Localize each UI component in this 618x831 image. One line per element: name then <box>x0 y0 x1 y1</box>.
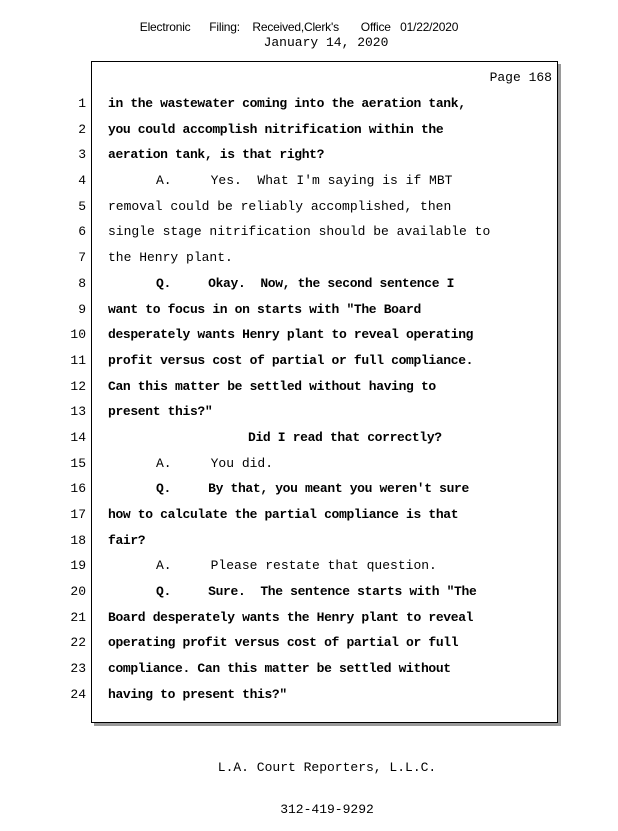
line-number: 6 <box>78 224 86 240</box>
line-number: 13 <box>70 404 86 420</box>
page-number: Page 168 <box>489 70 552 85</box>
transcript-line: single stage nitrification should be available to <box>108 224 491 240</box>
transcript-line: Board desperately wants the Henry plant to reveal <box>108 609 474 625</box>
reporter-company: L.A. Court Reporters, L.L.C. <box>217 760 437 775</box>
line-number: 20 <box>70 584 86 600</box>
transcript-line: A. You did. <box>156 455 274 471</box>
transcript-line: Did I read that correctly? <box>248 429 442 445</box>
transcript-line: desperately wants Henry plant to reveal operating <box>108 327 474 343</box>
transcript-line: present this?" <box>108 404 213 420</box>
line-number-column <box>66 91 86 708</box>
transcript-line: in the wastewater coming into the aeration tank, <box>108 96 466 111</box>
transcript-line: operating profit versus cost of partial or full <box>108 635 459 651</box>
line-number: 4 <box>78 173 86 189</box>
transcript-line: aeration tank, is that right? <box>108 147 325 163</box>
transcript-line: Q. Sure. The sentence starts with "The <box>156 584 477 600</box>
transcript-line: profit versus cost of partial or full compliance. <box>108 352 474 368</box>
transcript-line: Can this matter be settled without having to <box>108 378 436 394</box>
line-number: 7 <box>78 250 86 266</box>
transcript-line: compliance. Can this matter be settled without <box>108 661 451 677</box>
line-number: 11 <box>70 352 86 368</box>
line-number: 3 <box>78 147 86 163</box>
line-number: 19 <box>70 558 86 574</box>
line-number: 21 <box>70 609 86 625</box>
transcript-line: the Henry plant. <box>108 250 233 266</box>
line-number: 24 <box>70 686 86 702</box>
line-number: 8 <box>78 275 86 291</box>
transcript-line: fair? <box>108 532 146 548</box>
reporter-footer <box>0 733 618 831</box>
line-number: 15 <box>70 455 86 471</box>
line-number: 18 <box>70 532 86 548</box>
line-number: 10 <box>70 327 86 343</box>
transcript-line: want to focus in on starts with "The Board <box>108 301 421 317</box>
transcript-line: A. Yes. What I'm saying is if MBT <box>156 173 453 189</box>
line-number: 22 <box>70 635 86 651</box>
electronic-filing-stamp: Electronic Filing: Received,Clerk's Office 01/22/2020 <box>139 20 459 34</box>
transcript-line: A. Please restate that question. <box>156 558 437 574</box>
line-number: 14 <box>70 429 86 445</box>
line-number: 1 <box>78 96 86 111</box>
transcript-date: January 14, 2020 <box>263 35 389 50</box>
transcript-line: how to calculate the partial compliance is that <box>108 507 459 522</box>
transcript-line: you could accomplish nitrification within the <box>108 121 444 137</box>
line-number: 23 <box>70 661 86 677</box>
transcript-line: Q. Okay. Now, the second sentence I <box>156 275 455 291</box>
transcript-line: having to present this?" <box>108 686 287 702</box>
line-number: 5 <box>78 198 86 214</box>
line-number: 17 <box>70 507 86 522</box>
line-number: 16 <box>70 481 86 497</box>
transcript-line: Q. By that, you meant you weren't sure <box>156 481 469 497</box>
transcript-line: removal could be reliably accomplished, then <box>108 198 452 214</box>
line-number: 2 <box>78 121 86 137</box>
transcript-body <box>108 91 553 708</box>
line-number: 9 <box>78 301 86 317</box>
reporter-phone: 312-419-9292 <box>280 802 374 817</box>
line-number: 12 <box>70 378 86 394</box>
